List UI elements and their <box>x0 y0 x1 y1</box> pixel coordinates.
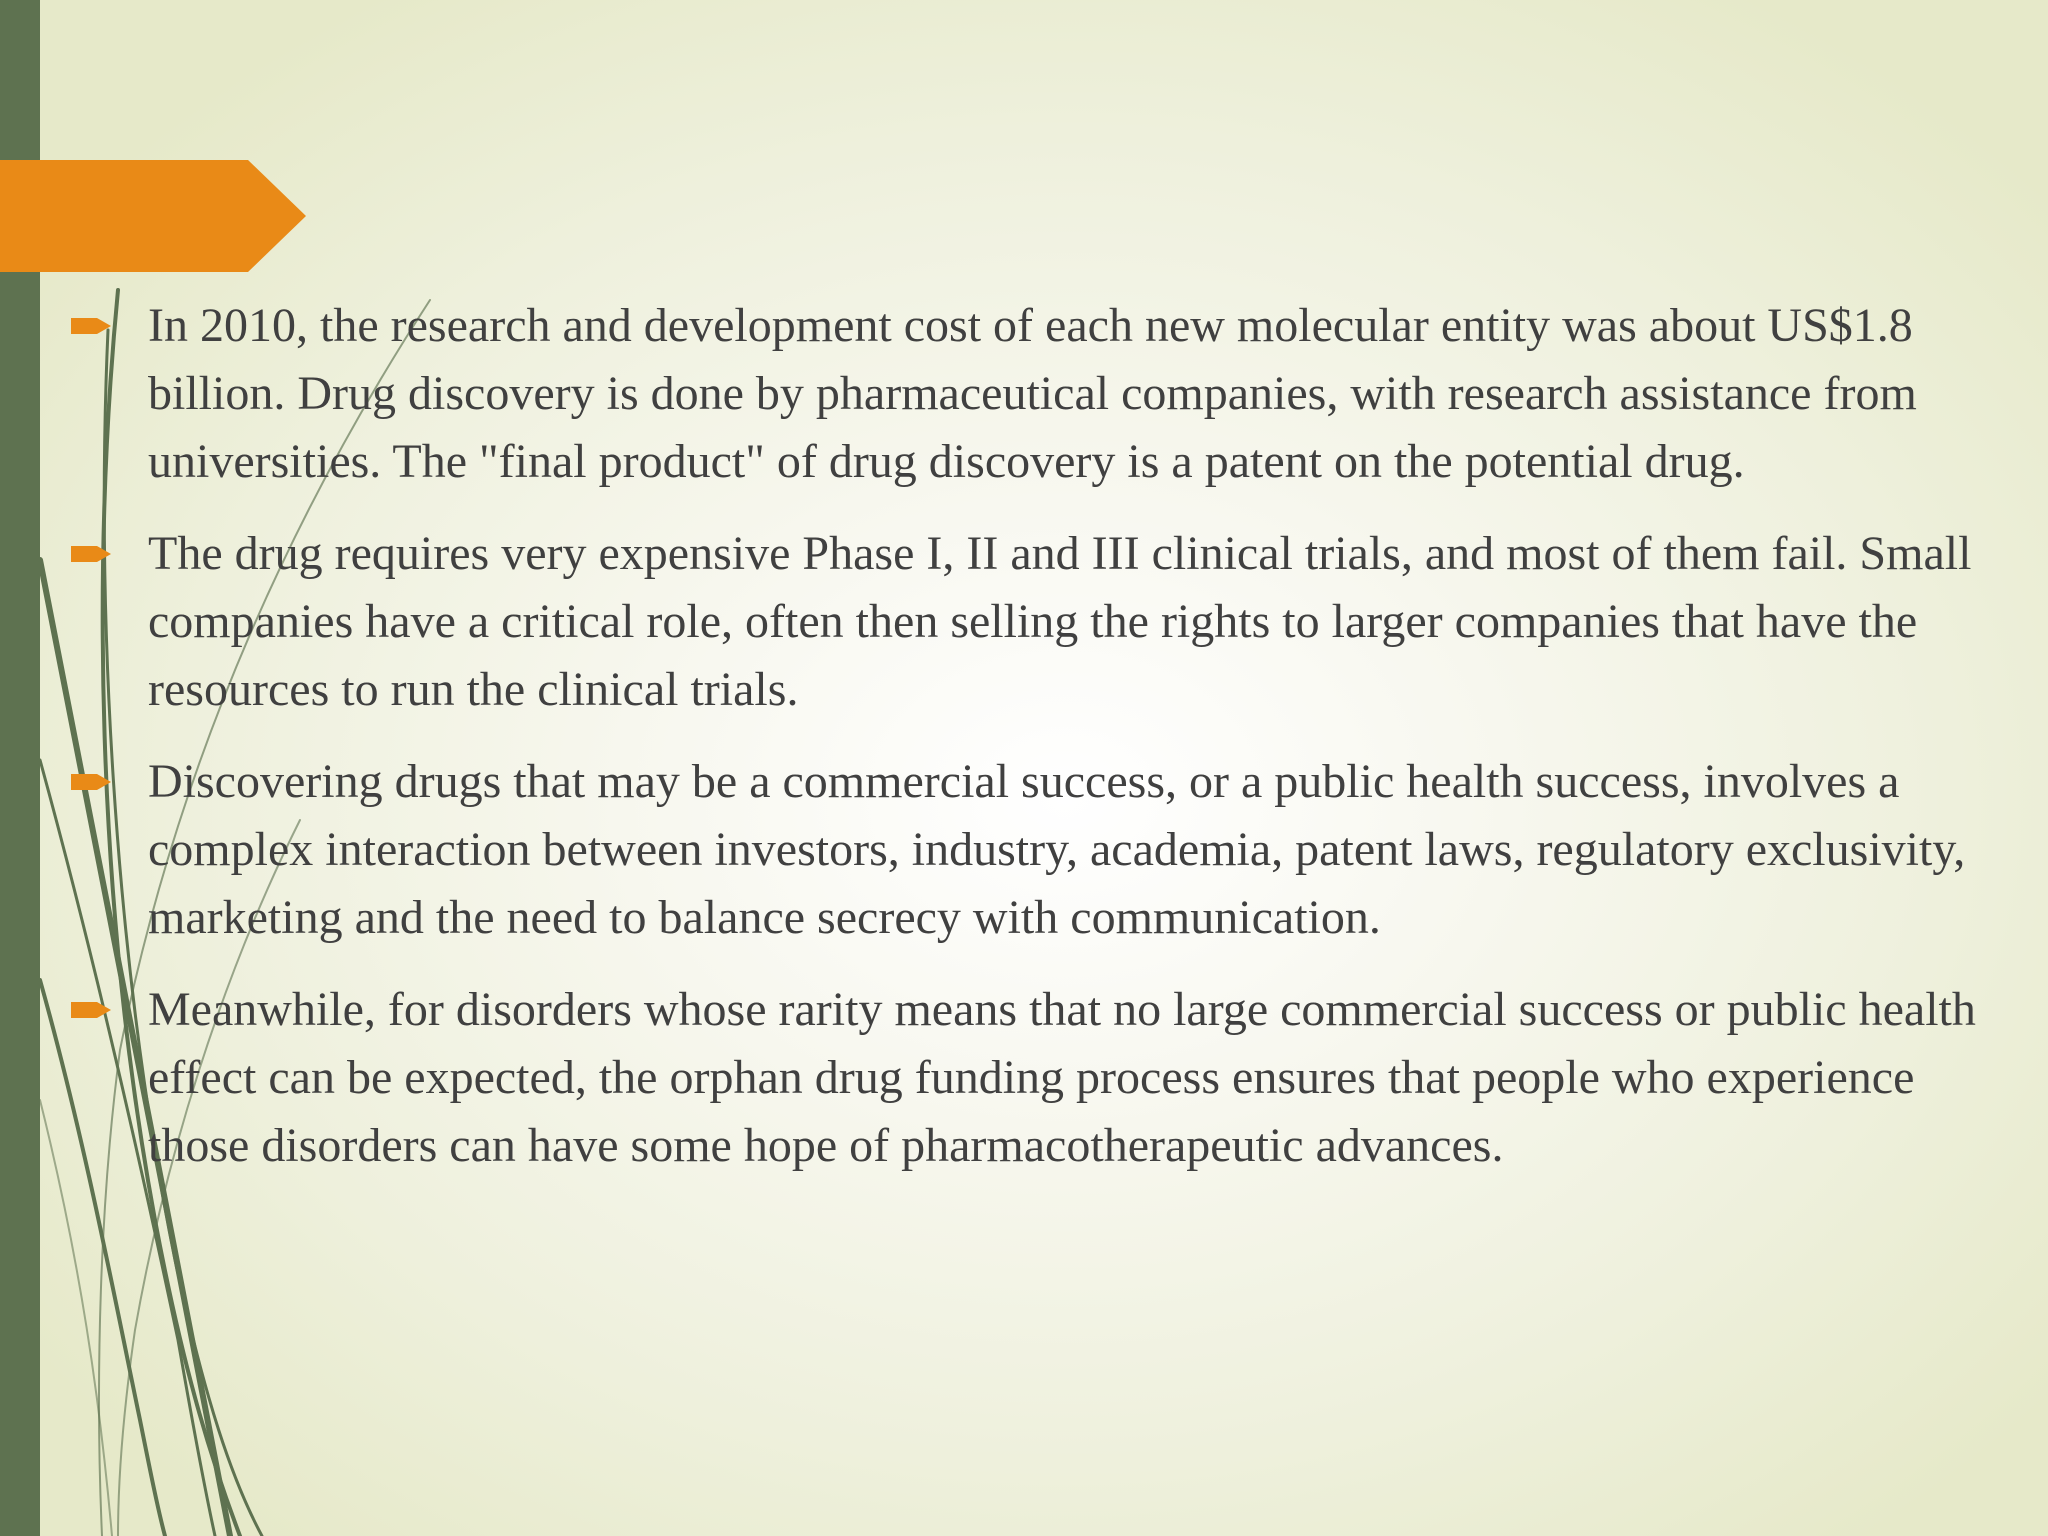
title-arrow-shape <box>0 160 306 272</box>
bullet-text: Discovering drugs that may be a commercial success, or a public health success, involves a complex interaction between investors, industry, academia, patent laws, regulatory exclusivity, marketing and the need to balance secrecy with communication. <box>148 755 1966 944</box>
bullet-text: Meanwhile, for disorders whose rarity means that no large commercial success or public health effect can be expected, the orphan drug funding process ensures that people who experience those disorders can have some hope of pharmacotherapeutic advances. <box>148 983 1976 1172</box>
arrow-bullet-icon <box>71 771 113 793</box>
bullet-item <box>148 520 1988 724</box>
bullet-item <box>148 976 1988 1180</box>
bullet-list <box>148 292 1988 1204</box>
bullet-item <box>148 292 1988 496</box>
arrow-bullet-icon <box>71 999 113 1021</box>
arrow-bullet-icon <box>71 543 113 565</box>
bullet-text: In 2010, the research and development cost of each new molecular entity was about US$1.8 billion. Drug discovery is done by pharmaceutical companies, with research assistance from universities. The "final product" of drug discovery is a patent on the potential drug. <box>148 299 1917 488</box>
bullet-item <box>148 748 1988 952</box>
arrow-bullet-icon <box>71 315 113 337</box>
bullet-text: The drug requires very expensive Phase I, II and III clinical trials, and most of them fail. Small companies have a critical role, often then selling the rights to larger companies that have the resources to run the clinical trials. <box>148 527 1972 716</box>
